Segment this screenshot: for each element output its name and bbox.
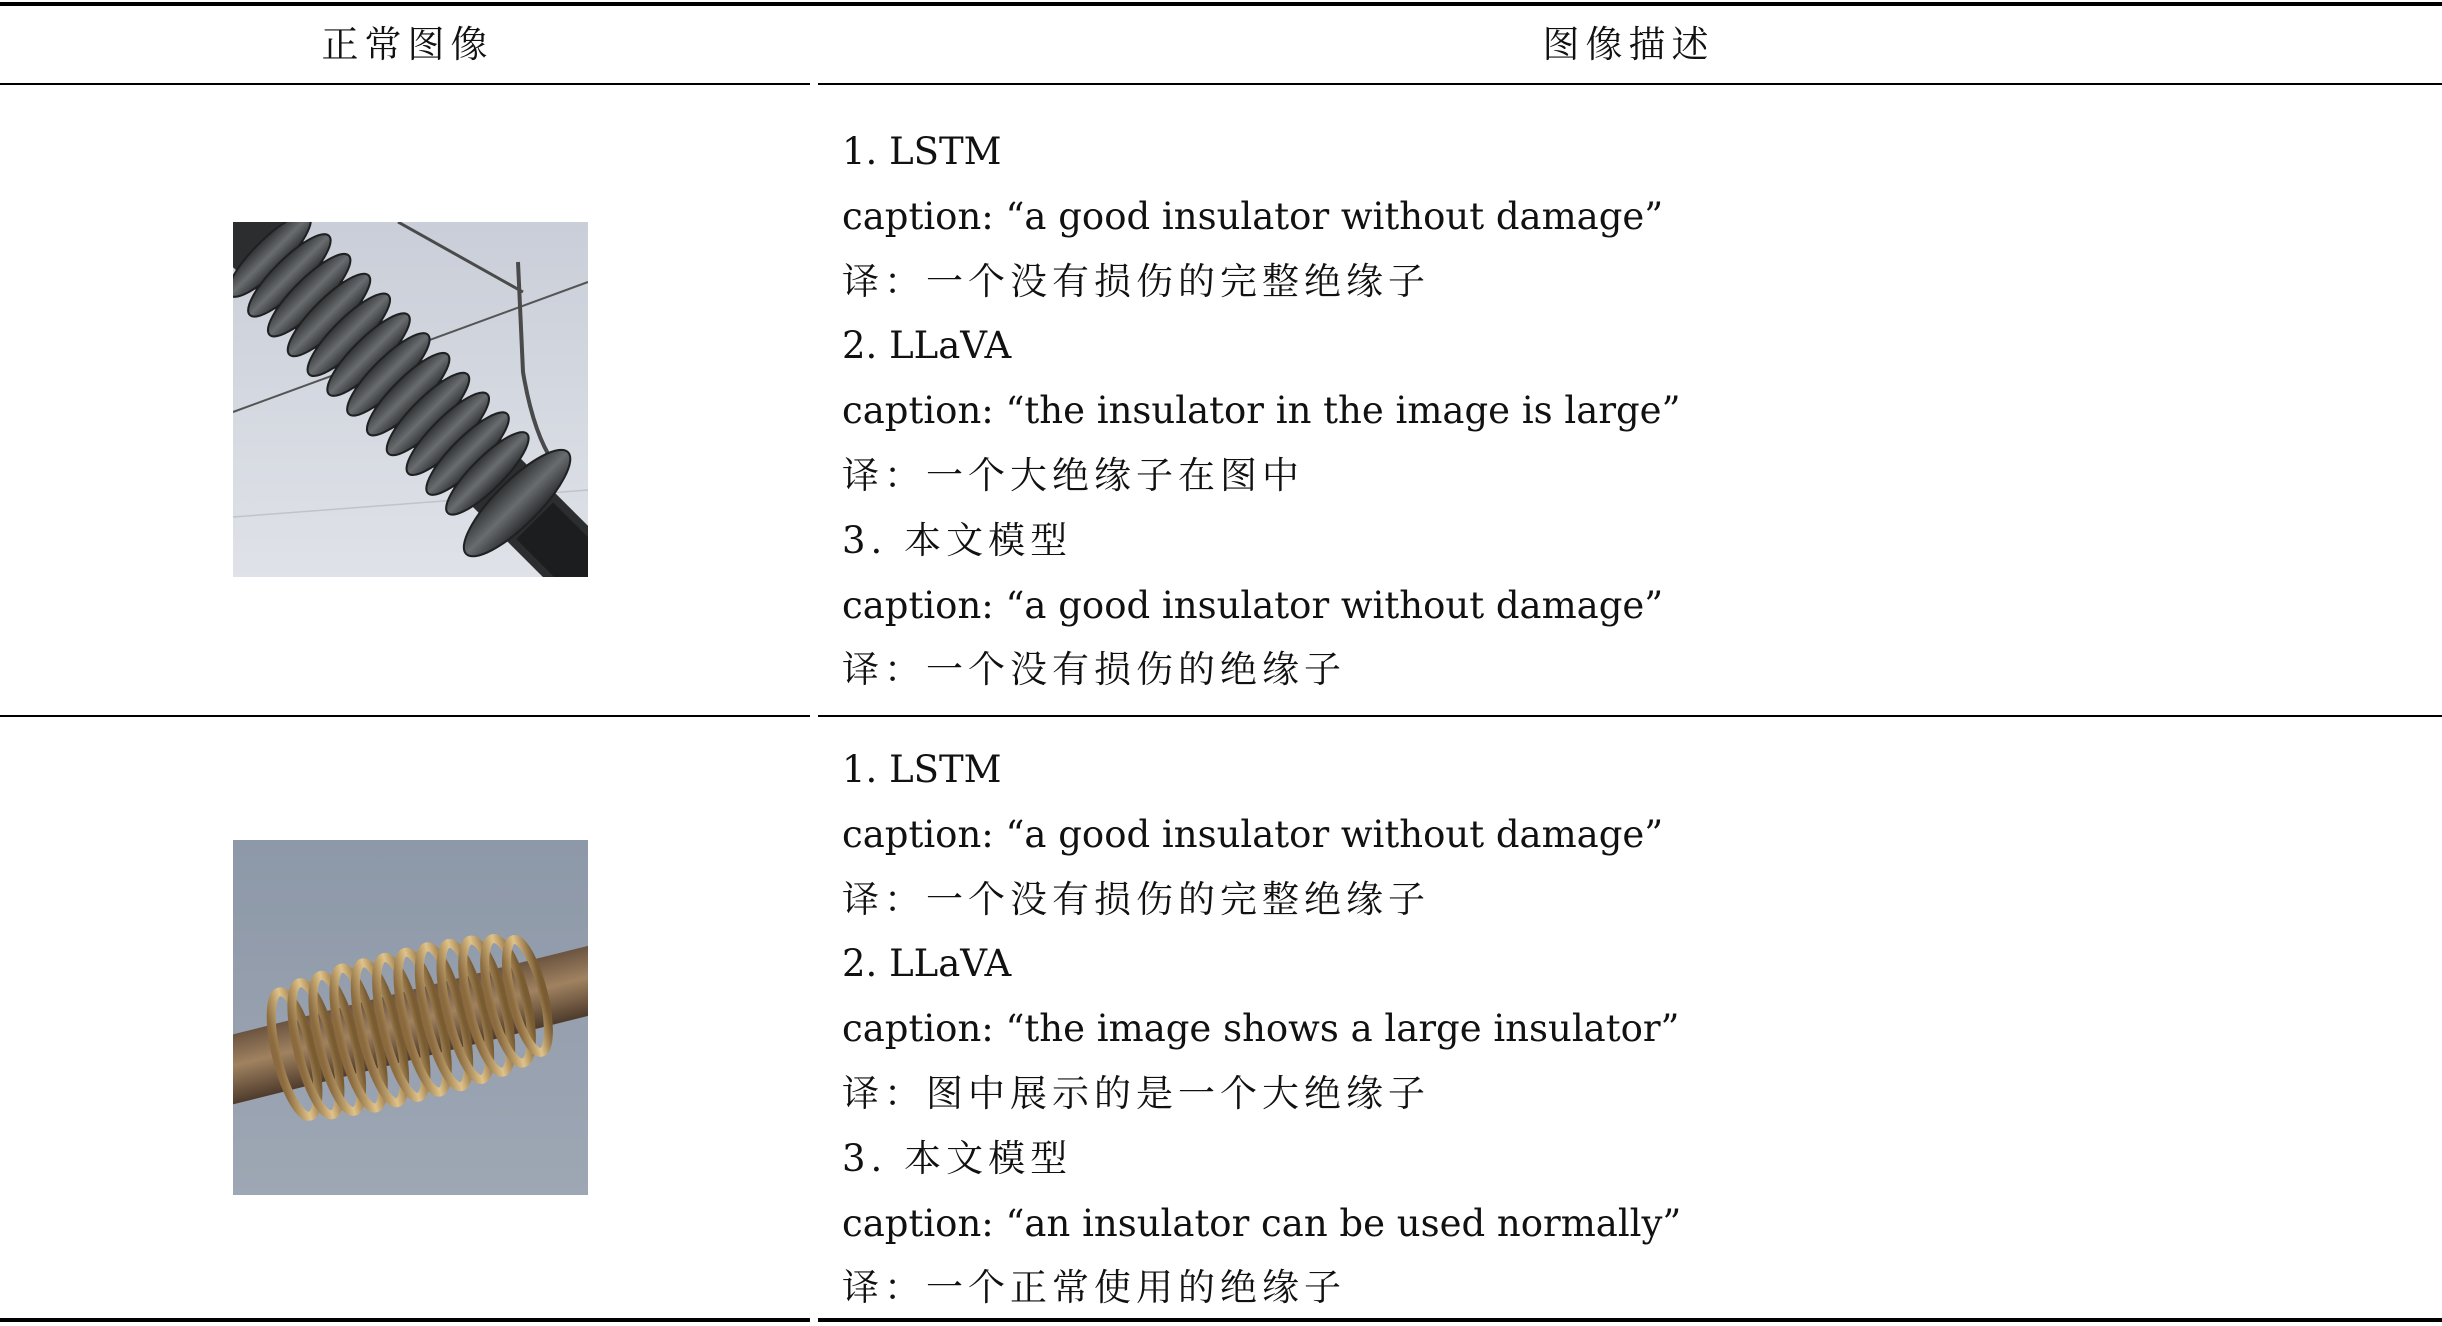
column-gap	[810, 83, 818, 85]
caption-text: caption: “a good insulator without damage”	[842, 583, 1664, 627]
column-gap	[810, 715, 818, 717]
model-label: 3. 本文模型	[842, 1136, 1073, 1180]
translation-text: 译：一个没有损伤的绝缘子	[842, 648, 1346, 692]
translation-text: 译：一个正常使用的绝缘子	[842, 1266, 1346, 1310]
translation-text: 译：一个大绝缘子在图中	[842, 453, 1304, 497]
model-label: 1. LSTM	[842, 130, 1002, 173]
table-header-rule	[0, 83, 2442, 85]
caption-text: caption: “the insulator in the image is large”	[842, 389, 1681, 433]
description-row-2	[842, 738, 2402, 1321]
caption-text: caption: “an insulator can be used normally”	[842, 1201, 1682, 1245]
column-gap	[810, 1318, 818, 1322]
model-label: 2. LLaVA	[842, 324, 1012, 368]
translation-text: 译：一个没有损伤的完整绝缘子	[842, 877, 1430, 921]
header-normal-image: 正常图像	[321, 23, 494, 66]
translation-text: 译：一个没有损伤的完整绝缘子	[842, 259, 1430, 303]
insulator-photo-gray-icon	[233, 222, 588, 577]
translation-text: 译：图中展示的是一个大绝缘子	[842, 1071, 1430, 1115]
model-label: 1. LSTM	[842, 748, 1002, 791]
model-label: 2. LLaVA	[842, 942, 1012, 986]
model-label: 3. 本文模型	[842, 518, 1073, 562]
description-row-1	[842, 120, 2402, 703]
caption-text: caption: “a good insulator without damage”	[842, 194, 1664, 238]
header-image-description: 图像描述	[1542, 23, 1715, 66]
insulator-photo-golden-icon	[233, 840, 588, 1195]
caption-text: caption: “a good insulator without damage”	[842, 812, 1664, 856]
caption-text: caption: “the image shows a large insulator”	[842, 1007, 1680, 1051]
table-row-rule	[0, 715, 2442, 717]
table-top-rule	[0, 2, 2442, 6]
